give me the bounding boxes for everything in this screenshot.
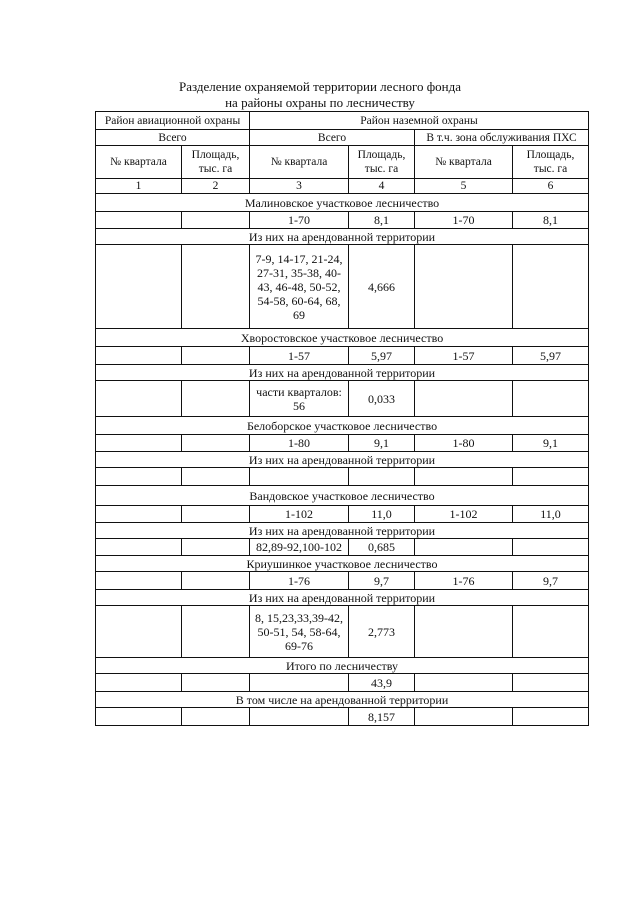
table-cell — [415, 245, 513, 329]
rent-total-label: В том числе на арендованной территории — [96, 692, 589, 708]
table-cell: 1-102 — [250, 506, 349, 523]
rent-subtitle: Из них на арендованной территории — [96, 590, 589, 606]
table-cell — [182, 572, 250, 590]
table-cell: 5,97 — [349, 347, 415, 365]
column-number: 4 — [349, 179, 415, 194]
table-cell — [513, 539, 589, 556]
table-cell — [96, 468, 182, 486]
table-cell — [415, 708, 513, 726]
total-label: Итого по лесничеству — [96, 658, 589, 674]
table-cell — [415, 468, 513, 486]
rent-subtitle: Из них на арендованной территории — [96, 365, 589, 381]
column-number: 2 — [182, 179, 250, 194]
section-title: Криушинкое участковое лесничество — [96, 556, 589, 572]
section-title: Вандовское участковое лесничество — [96, 486, 589, 506]
table-cell — [182, 435, 250, 452]
quarter-no-header: № квартала — [96, 146, 182, 179]
table-cell — [349, 468, 415, 486]
table-cell: 1-76 — [250, 572, 349, 590]
table-cell — [182, 606, 250, 658]
table-cell — [182, 708, 250, 726]
table-cell: 2,773 — [349, 606, 415, 658]
table-cell: 1-70 — [250, 212, 349, 229]
quarters-list: 8, 15,23,33,39-42, 50-51, 54, 58-64, 69-76 — [250, 606, 349, 658]
table-cell — [182, 468, 250, 486]
quarters-list: части кварталов: 56 — [250, 381, 349, 417]
quarter-no-header: № квартала — [415, 146, 513, 179]
table-cell: 1-80 — [250, 435, 349, 452]
table-cell — [182, 212, 250, 229]
table-cell — [513, 606, 589, 658]
table-cell — [96, 212, 182, 229]
rent-total-area-value: 8,157 — [349, 708, 415, 726]
total-area-value: 43,9 — [349, 674, 415, 692]
section-title: Хворостовское участковое лесничество — [96, 329, 589, 347]
rent-subtitle: Из них на арендованной территории — [96, 523, 589, 539]
rent-subtitle: Из них на арендованной территории — [96, 229, 589, 245]
table-cell: 1-80 — [415, 435, 513, 452]
table-cell — [96, 435, 182, 452]
table-cell — [513, 468, 589, 486]
table-cell: 9,7 — [513, 572, 589, 590]
table-cell: 1-76 — [415, 572, 513, 590]
quarters-list: 82,89-92,100-102 — [250, 539, 349, 556]
document-title-line2: на районы охраны по лесничеству — [225, 95, 415, 110]
forest-districts-table — [95, 111, 589, 726]
table-cell — [96, 245, 182, 329]
table-cell: 0,685 — [349, 539, 415, 556]
table-cell: 1-102 — [415, 506, 513, 523]
table-cell — [513, 245, 589, 329]
table-cell — [182, 674, 250, 692]
column-number: 1 — [96, 179, 182, 194]
table-cell — [415, 674, 513, 692]
table-cell — [96, 674, 182, 692]
aviation-district-header: Район авиационной охраны — [96, 112, 250, 130]
table-cell — [513, 708, 589, 726]
table-cell — [96, 539, 182, 556]
pkhs-zone-header: В т.ч. зона обслуживания ПХС — [415, 130, 589, 146]
table-cell — [415, 381, 513, 417]
table-cell: 1-57 — [250, 347, 349, 365]
column-number: 6 — [513, 179, 589, 194]
rent-subtitle: Из них на арендованной территории — [96, 452, 589, 468]
quarter-no-header: № квартала — [250, 146, 349, 179]
table-cell: 8,1 — [349, 212, 415, 229]
table-cell — [182, 381, 250, 417]
table-cell — [96, 572, 182, 590]
section-title: Малиновское участковое лесничество — [96, 194, 589, 212]
column-number: 3 — [250, 179, 349, 194]
table-cell — [96, 606, 182, 658]
table-cell — [96, 708, 182, 726]
table-cell — [250, 708, 349, 726]
table-cell — [182, 347, 250, 365]
document-title-line1: Разделение охраняемой территории лесного фонда — [179, 79, 461, 94]
table-cell — [182, 245, 250, 329]
table-cell — [182, 506, 250, 523]
table-cell — [96, 347, 182, 365]
table-cell — [96, 381, 182, 417]
area-header: Площадь, тыс. га — [182, 146, 250, 179]
table-cell: 11,0 — [349, 506, 415, 523]
table-cell — [250, 468, 349, 486]
table-cell: 11,0 — [513, 506, 589, 523]
ground-district-header: Район наземной охраны — [250, 112, 589, 130]
table-cell — [250, 674, 349, 692]
column-number: 5 — [415, 179, 513, 194]
total-ground-header: Всего — [250, 130, 415, 146]
table-cell: 1-70 — [415, 212, 513, 229]
section-title: Белоборское участковое лесничество — [96, 417, 589, 435]
table-cell — [415, 606, 513, 658]
table-cell — [182, 539, 250, 556]
table-cell: 8,1 — [513, 212, 589, 229]
quarters-list: 7-9, 14-17, 21-24, 27-31, 35-38, 40-43, 46-48, 50-52, 54-58, 60-64, 68, 69 — [250, 245, 349, 329]
table-cell: 9,7 — [349, 572, 415, 590]
table-cell: 1-57 — [415, 347, 513, 365]
table-cell — [415, 539, 513, 556]
table-cell: 4,666 — [349, 245, 415, 329]
total-air-header: Всего — [96, 130, 250, 146]
area-header: Площадь, тыс. га — [349, 146, 415, 179]
table-cell: 9,1 — [513, 435, 589, 452]
table-cell — [513, 381, 589, 417]
table-cell: 5,97 — [513, 347, 589, 365]
area-header: Площадь, тыс. га — [513, 146, 589, 179]
table-cell — [513, 674, 589, 692]
table-cell — [96, 506, 182, 523]
table-cell: 9,1 — [349, 435, 415, 452]
table-cell: 0,033 — [349, 381, 415, 417]
